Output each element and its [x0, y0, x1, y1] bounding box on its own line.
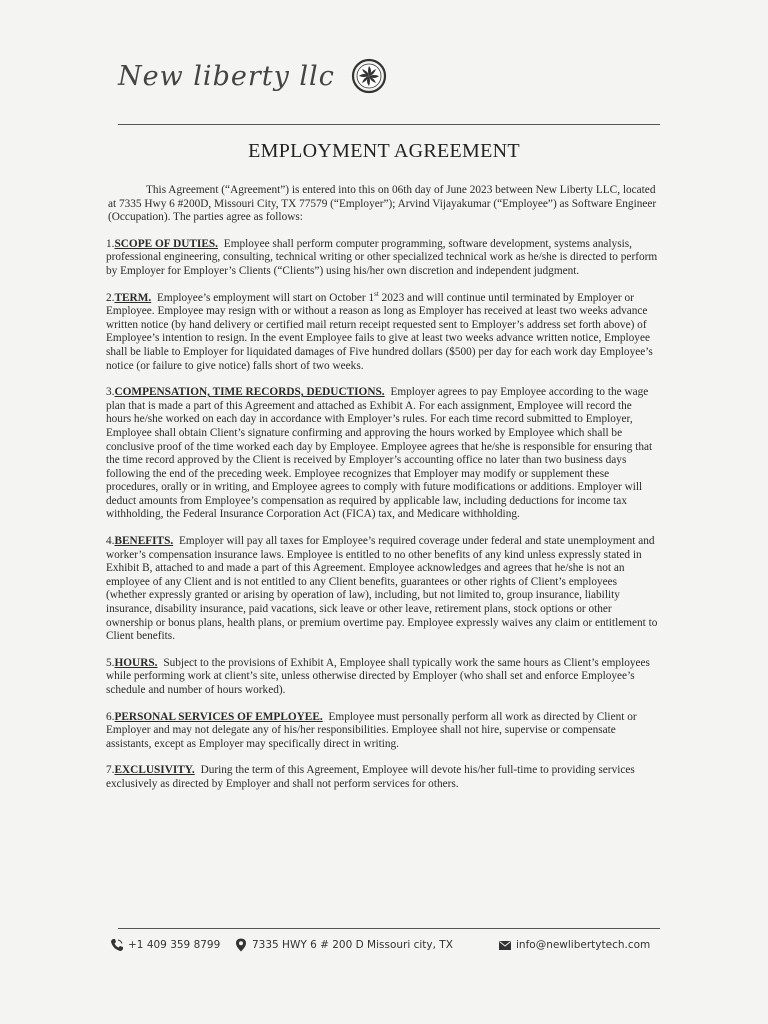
agreement-body	[106, 184, 659, 805]
section-exclusivity: 7.EXCLUSIVITY. During the term of this Agreement, Employee will devote his/her full-time to providing services exclusively as directed by Employer and shall not perform services for others.	[106, 764, 635, 790]
section-text: 2023 and will continue until terminated by Employer or Employee. Employee may resign with or without a reason as long as Employer has received at least two weeks advance written notice (by hand delivery or certified mail return receipt requested sent to Employer’s address set forth above) of Employee’s intention to resign. In the event Employee fails to give at least two weeks advance written notice, Employee shall be liable to Employer for liquidated damages of Five hundred dollars ($500) per day for each work day Employee’s notice (or failure to give notice) falls short of two weeks.	[106, 291, 653, 372]
section-text: Employee shall perform computer programming, software development, systems analysis, professional engineering, consulting, technical writing or other specialized technical work as he/she is directed to perform by Employer for Employer’s Clients (“Clients”) using his/her own discretion and independent judgment.	[106, 237, 658, 277]
section-term: 2.TERM. Employee’s employment will start on October 1st 2023 and will continue until terminated by Employer or Employee. Employee may resign with or without a reason as long as Employer has received at least two weeks advance written notice (by hand delivery or certified mail return receipt requested sent to Employer’s address set forth above) of Employee’s intention to resign. In the event Employee fails to give at least two weeks advance written notice, Employee shall be liable to Employer for liquidated damages of Five hundred dollars ($500) per day for each work day Employee’s notice (or failure to give notice) falls short of two weeks.	[106, 289, 653, 372]
phone-icon	[110, 938, 124, 952]
section-heading: TERM.	[114, 291, 152, 304]
section-text: Employer agrees to pay Employee according to the wage plan that is made a part of this Agreement and attached as Exhibit A. For each assignment, Employee will record the hours he/she worked on each day in accordance with Employer’s rules. For each time record submitted to Employer, Employee shall obtain Client’s signature confirming and approving the hours worked by Employee which shall be conclusive proof of the time worked each day by Employee. Employee agrees that he/she is responsible for ensuring that the time record approved by the Client is received by Employer’s accounting office no later than two business days following the end of the preceding week. Employee recognizes that Employer may modify or supplement these procedures, orally or in writing, and Employee agrees to comply with future modifications or additions. Employer will deduct amounts from Employee’s compensation as required by applicable law, including deductions for income tax withholding, the Federal Insurance Corporation Act (FICA) tax, and Medicare withholding.	[106, 386, 653, 521]
document-title: EMPLOYMENT AGREEMENT	[248, 140, 520, 162]
section-text: Employee must personally perform all work as directed by Client or Employer and may not delegate any of his/her responsibilities. Employee shall not hire, supervise or compensate assistants, except as Employer may specifically direct in writing.	[106, 710, 637, 750]
section-heading: COMPENSATION, TIME RECORDS, DEDUCTIONS.	[114, 386, 385, 399]
intro-paragraph: This Agreement (“Agreement”) is entered into this on 06th day of June 2023 between New Liberty LLC, located at 7335 Hwy 6 #200D, Missouri City, TX 77579 (“Employer”); Arvind Vijayakumar (“Employee”) as Software Engineer (Occupation). The parties agree as follows:	[108, 184, 657, 224]
section-benefits: 4.BENEFITS. Employer will pay all taxes for Employee’s required coverage under federal and state unemployment and worker’s compensation insurance laws. Employee is entitled to no other benefits of any kind unless expressly stated in Exhibit B, attached to and made a part of this Agreement. Employee acknowledges and agrees that he/she is not an employee of any Client and is not entitled to any Client benefits, guarantees or other rights of Client’s employees (whether expressly granted or arising by operation of law), including, but not limited to, group insurance, liability insurance, disability insurance, paid vacations, sick leave or other leave, retirement plans, stock options or other ownership or bonus plans, health plans, or premium overtime pay. Employee expressly waives any claim or entitlement to Client benefits.	[106, 535, 658, 643]
header-divider	[118, 124, 660, 125]
section-text: Subject to the provisions of Exhibit A, Employee shall typically work the same hours as Client’s employees while performing work at client’s site, unless otherwise directed by Employer (who shall set and enforce Employee’s schedule and number of hours worked).	[106, 656, 650, 696]
section-heading: HOURS.	[114, 656, 158, 669]
footer-divider	[118, 928, 660, 929]
company-logo	[118, 58, 387, 94]
logo-text: New liberty llc	[118, 60, 335, 92]
logo-swirl-icon	[351, 58, 387, 94]
footer-phone	[110, 938, 220, 952]
section-heading: BENEFITS.	[114, 535, 174, 548]
section-heading: SCOPE OF DUTIES.	[114, 237, 218, 250]
email-address[interactable]: info@newlibertytech.com	[516, 939, 651, 951]
ordinal-suffix: st	[374, 289, 379, 298]
section-hours: 5.HOURS. Subject to the provisions of Exhibit A, Employee shall typically work the same hours as Client’s employees while performing work at client’s site, unless otherwise directed by Employer (who shall set and enforce Employee’s schedule and number of hours worked).	[106, 656, 650, 696]
phone-number[interactable]: +1 409 359 8799	[128, 939, 221, 951]
envelope-icon	[498, 938, 512, 952]
address-text: 7335 HWY 6 # 200 D Missouri city, TX	[252, 939, 453, 951]
footer-email	[498, 938, 650, 952]
section-heading: EXCLUSIVITY.	[114, 764, 195, 777]
section-heading: PERSONAL SERVICES OF EMPLOYEE.	[114, 710, 323, 723]
section-compensation: 3.COMPENSATION, TIME RECORDS, DEDUCTIONS. Employer agrees to pay Employee according to the wage plan that is made a part of this Agreement and attached as Exhibit A. For each assignment, Employee will record the hours he/she worked on each day in accordance with Employer’s rules. For each time record submitted to Employer, Employee shall obtain Client’s signature confirming and approving the hours worked by Employee which shall be conclusive proof of the time worked each day by Employee. Employee agrees that he/she is responsible for ensuring that the time record approved by the Client is received by Employer’s accounting office no later than two business days following the end of the preceding week. Employee recognizes that Employer may modify or supplement these procedures, orally or in writing, and Employee agrees to comply with future modifications or additions. Employer will deduct amounts from Employee’s compensation as required by applicable law, including deductions for income tax withholding, the Federal Insurance Corporation Act (FICA) tax, and Medicare withholding.	[106, 386, 653, 521]
section-scope-of-duties: 1.SCOPE OF DUTIES. Employee shall perform computer programming, software development, systems analysis, professional engineering, consulting, technical writing or other specialized technical work as he/she is directed to perform by Employer for Employer’s Clients (“Clients”) using his/her own discretion and independent judgment.	[106, 237, 658, 277]
location-pin-icon	[234, 938, 248, 952]
section-personal-services: 6.PERSONAL SERVICES OF EMPLOYEE. Employee must personally perform all work as directed by Client or Employer and may not delegate any of his/her responsibilities. Employee shall not hire, supervise or compensate assistants, except as Employer may specifically direct in writing.	[106, 710, 637, 750]
section-text: Employer will pay all taxes for Employee’s required coverage under federal and state unemployment and worker’s compensation insurance laws. Employee is entitled to no other benefits of any kind unless expressly stated in Exhibit B, attached to and made a part of this Agreement. Employee acknowledges and agrees that he/she is not an employee of any Client and is not entitled to any Client benefits, guarantees or other rights of Client’s employees (whether expressly granted or arising by operation of law), including, but not limited to, group insurance, liability insurance, disability insurance, paid vacations, sick leave or other leave, retirement plans, stock options or other ownership or bonus plans, health plans, or premium overtime pay. Employee expressly waives any claim or entitlement to Client benefits.	[106, 535, 658, 643]
section-text: Employee’s employment will start on October 1	[157, 291, 375, 304]
section-text: During the term of this Agreement, Employee will devote his/her full-time to providing services exclusively as directed by Employer and shall not perform services for others.	[106, 764, 635, 790]
footer-address	[234, 938, 453, 952]
